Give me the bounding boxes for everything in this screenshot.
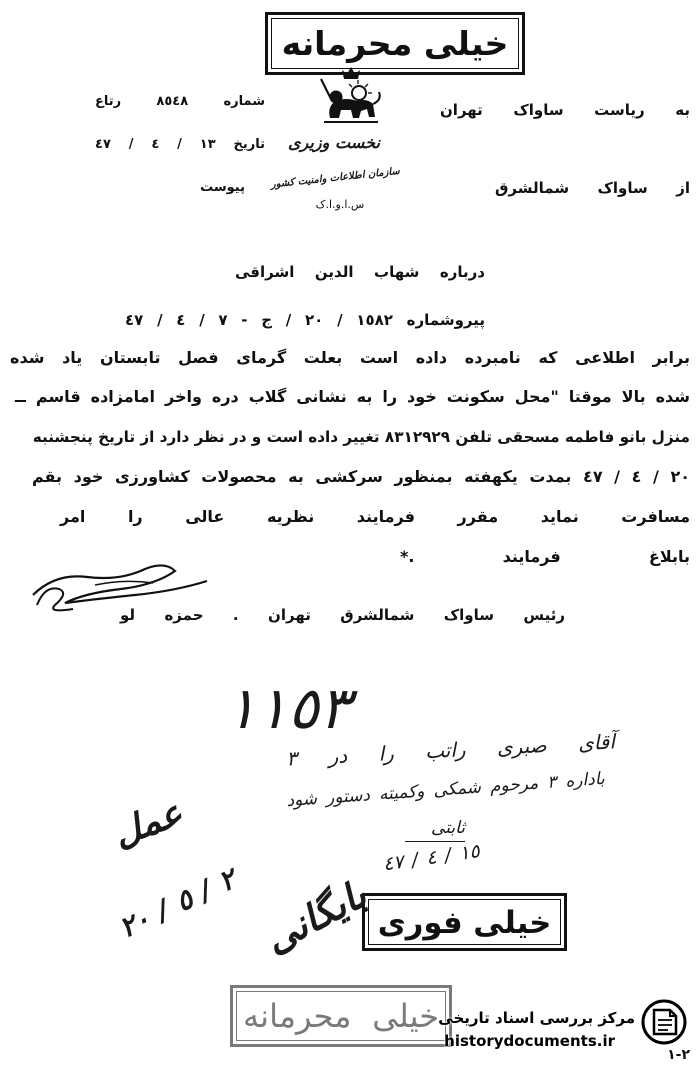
margin-date-text: ٢ / ٥ / ٢٠ (114, 862, 241, 945)
urgency-stamp-text-box (375, 900, 554, 944)
archive-note (238, 864, 377, 976)
body-line-text: شده بالا موقتا "محل سکونت خود را به نشانی گلاب دره واخر امامزاده قاسم ــ (15, 387, 690, 406)
body-line-text: مسافرت نماید مقرر فرمایند نظریه عالی را امر (60, 507, 690, 526)
handwritten-note-line (284, 766, 605, 814)
letterhead-organization-text: سازمان اطلاعات وامنیت کشور (270, 165, 401, 191)
lion-and-sun-emblem (316, 66, 386, 128)
margin-note-text: عمل (107, 790, 188, 856)
bottom-classification-stamp (230, 985, 452, 1047)
top-classification-stamp-text: خیلی محرمانه (281, 23, 509, 63)
body-line (12, 424, 690, 450)
recipient-text: به ریاست ساواک تهران (440, 101, 690, 119)
body-line-text: بابلاغ فرمایند .* (400, 547, 690, 566)
reference-line (125, 307, 485, 333)
file-number-text: ١١٥٣ (225, 674, 350, 742)
sender-line (495, 175, 690, 201)
archive-note-text: بایگانی (257, 872, 374, 963)
body-line-text: منزل بانو فاطمه مسحقی تلفن ٨٣١٢٩٢٩ تغییر داده است و در نظر دارد از تاریخ پنجشنبه (32, 428, 690, 446)
document-attachment-text: پیوست (200, 180, 245, 195)
top-classification-stamp-text-box (278, 22, 512, 66)
signatory-text: رئیس ساواک شمالشرق تهران . حمزه لو (120, 606, 565, 624)
body-line (15, 384, 690, 410)
page-number (620, 1042, 690, 1068)
urgency-stamp (362, 893, 567, 951)
recipient-line (440, 97, 690, 123)
watermark-organization-text: مرکز بررسی اسناد تاریخی (438, 1009, 635, 1027)
body-line (32, 464, 690, 490)
subject-line (235, 259, 485, 285)
archive-logo-icon (640, 998, 688, 1046)
file-number (205, 672, 350, 744)
reference-text: پیروشماره ١٥٨٢ / ٢٠ / ج - ٧ / ٤ / ٤٧ (125, 311, 485, 329)
margin-note (92, 787, 189, 863)
bottom-classification-stamp-text: خیلی محرمانه (243, 997, 439, 1035)
body-line-text: برابر اطلاعی که نامبرده داده است بعلت گرمای فصل تابستان یاد شده (10, 348, 690, 367)
handwritten-note-date (379, 838, 482, 878)
sender-text: از ساواک شمالشرق (495, 179, 690, 197)
bottom-classification-stamp-text-box (243, 994, 439, 1038)
watermark-site-text: historydocuments.ir (444, 1032, 615, 1050)
document-number-text: شماره ٨٥٤٨ رتاع (95, 94, 265, 109)
document-number (95, 89, 265, 115)
body-line (60, 504, 690, 530)
subject-text: درباره شهاب الدین اشراقی (235, 263, 485, 281)
handwritten-note-text: باداره ٣ مرحوم شمکی وکمیته دستور شود (285, 768, 606, 812)
body-line-text: ٢٠ / ٤ / ٤٧ بمدت یکهفته بمنظور سرکشی به محصولات کشاورزی خود بقم (31, 467, 690, 486)
handwritten-initial (405, 815, 465, 842)
letterhead-abbreviation (312, 192, 368, 218)
handwritten-note-date-text: ١٥ / ٤ / ٤٧ (381, 840, 482, 876)
top-classification-stamp (265, 12, 525, 75)
letterhead-abbreviation-text: س.ا.و.ا.ک (315, 198, 365, 211)
handwritten-note-text: آقای صبری راتب را در ٣ (285, 729, 616, 771)
watermark-site (420, 1028, 615, 1054)
urgency-stamp-text: خیلی فوری (377, 906, 552, 941)
document-date-text: تاریخ ١٣ / ٤ / ٤٧ (95, 137, 265, 152)
letterhead-ministry-text: نخست وزیری (287, 133, 380, 152)
page-number-text: ٢-١ (667, 1047, 690, 1063)
signatory-line (120, 602, 565, 628)
document-attachment (195, 175, 245, 201)
letterhead-ministry (285, 128, 380, 154)
body-line (400, 544, 690, 570)
margin-date (108, 859, 243, 950)
body-line (10, 345, 690, 371)
document-date (95, 132, 265, 158)
handwritten-initial-text: ثابتی (431, 818, 465, 838)
